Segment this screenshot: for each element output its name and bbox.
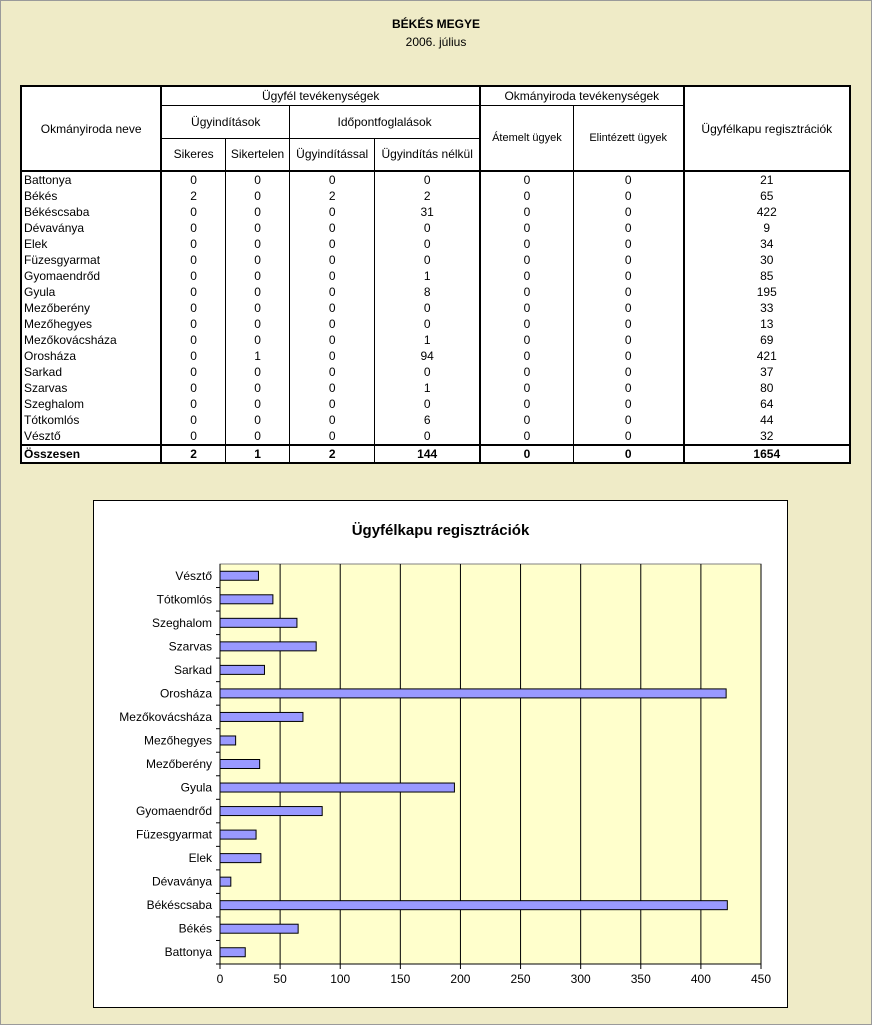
- cell-completed: 0: [573, 348, 683, 364]
- cell-completed: 0: [573, 204, 683, 220]
- cell-transferred: 0: [480, 348, 573, 364]
- header-with-initiation: Ügyindítással: [290, 138, 375, 171]
- table-row: [21, 396, 850, 412]
- x-tick-label: 100: [330, 972, 351, 986]
- table-row: [21, 188, 850, 204]
- cell-completed: 0: [573, 268, 683, 284]
- header-without-initiation: Ügyindítás nélkül: [375, 138, 480, 171]
- cell-unsuccessful: 0: [225, 171, 289, 188]
- table-row: [21, 348, 850, 364]
- cell-completed: 0: [573, 171, 683, 188]
- cell-gateway-registrations: 30: [684, 252, 850, 268]
- cell-unsuccessful: 0: [225, 380, 289, 396]
- cell-gateway-registrations: 9: [684, 220, 850, 236]
- x-tick-label: 450: [750, 972, 772, 986]
- table-row: [21, 316, 850, 332]
- y-tick-label: Szeghalom: [151, 615, 212, 630]
- cell-gateway-registrations: 21: [684, 171, 850, 188]
- cell-with-initiation: 0: [290, 412, 375, 428]
- table-row: [21, 284, 850, 300]
- header-appointments: Időpontfoglalások: [290, 105, 480, 138]
- header-initiations: Ügyindítások: [161, 105, 289, 138]
- cell-office-name: Vésztő: [24, 429, 61, 443]
- cell-with-initiation: 0: [290, 348, 375, 364]
- cell-successful: 2: [161, 188, 225, 204]
- cell-gateway-registrations: 13: [684, 316, 850, 332]
- cell-with-initiation: 0: [290, 252, 375, 268]
- total-successful: 2: [161, 445, 225, 463]
- page-subtitle: 2006. július: [405, 35, 467, 49]
- cell-without-initiation: 31: [375, 204, 480, 220]
- header-transferred: Átemelt ügyek: [480, 105, 573, 171]
- cell-office-name: Mezőhegyes: [24, 317, 93, 331]
- header-office-name: Okmányiroda neve: [21, 86, 161, 171]
- cell-gateway-registrations: 80: [684, 380, 850, 396]
- table-row: [21, 364, 850, 380]
- cell-successful: 0: [161, 364, 225, 380]
- total-office-name: Összesen: [21, 445, 161, 463]
- cell-unsuccessful: 0: [225, 236, 289, 252]
- cell-completed: 0: [573, 236, 683, 252]
- bar: [220, 642, 316, 651]
- cell-transferred: 0: [480, 412, 573, 428]
- bar-chart: [94, 501, 787, 1007]
- cell-without-initiation: 0: [375, 300, 480, 316]
- cell-completed: 0: [573, 284, 683, 300]
- x-tick-label: 150: [390, 972, 411, 986]
- x-tick-label: 350: [630, 972, 651, 986]
- y-tick-label: Gyula: [180, 780, 212, 795]
- cell-office-name: Mezőberény: [24, 301, 91, 315]
- statistics-table: [20, 85, 851, 464]
- cell-successful: 0: [161, 396, 225, 412]
- y-tick-label: Mezőhegyes: [143, 733, 212, 748]
- cell-unsuccessful: 1: [225, 348, 289, 364]
- table-row: [21, 171, 850, 188]
- cell-office-name: Gyomaendrőd: [24, 269, 101, 283]
- cell-unsuccessful: 0: [225, 364, 289, 380]
- cell-gateway-registrations: 69: [684, 332, 850, 348]
- cell-office-name: Sarkad: [24, 365, 63, 379]
- cell-office-name: Orosháza: [24, 349, 77, 363]
- table-row: [21, 204, 850, 220]
- table-row: [21, 332, 850, 348]
- cell-without-initiation: 0: [375, 171, 480, 188]
- cell-gateway-registrations: 422: [684, 204, 850, 220]
- cell-transferred: 0: [480, 332, 573, 348]
- chart-frame: [93, 500, 788, 1008]
- chart-title: Ügyfélkapu regisztrációk: [351, 522, 530, 539]
- total-without-initiation: 144: [375, 445, 480, 463]
- total-transferred: 0: [480, 445, 573, 463]
- cell-office-name: Mezőkovácsháza: [24, 333, 117, 347]
- cell-with-initiation: 0: [290, 204, 375, 220]
- total-gateway-registrations: 1654: [684, 445, 850, 463]
- cell-successful: 0: [161, 348, 225, 364]
- x-tick-label: 200: [450, 972, 471, 986]
- total-with-initiation: 2: [290, 445, 375, 463]
- cell-transferred: 0: [480, 236, 573, 252]
- cell-with-initiation: 0: [290, 284, 375, 300]
- cell-successful: 0: [161, 428, 225, 445]
- table-row: [21, 236, 850, 252]
- y-tick-label: Békés: [178, 921, 212, 936]
- y-tick-label: Tótkomlós: [156, 592, 212, 607]
- total-unsuccessful: 1: [225, 445, 289, 463]
- cell-completed: 0: [573, 380, 683, 396]
- cell-successful: 0: [161, 284, 225, 300]
- header-office-activities: Okmányiroda tevékenységek: [480, 86, 683, 105]
- cell-unsuccessful: 0: [225, 284, 289, 300]
- cell-office-name: Dévaványa: [24, 221, 85, 235]
- y-tick-label: Békéscsaba: [146, 898, 212, 913]
- cell-transferred: 0: [480, 171, 573, 188]
- cell-successful: 0: [161, 220, 225, 236]
- header-successful: Sikeres: [161, 138, 225, 171]
- table-body: [21, 171, 850, 463]
- cell-gateway-registrations: 32: [684, 428, 850, 445]
- table-row: [21, 252, 850, 268]
- y-tick-label: Mezőkovácsháza: [119, 709, 212, 724]
- page-title: BÉKÉS MEGYE: [391, 17, 481, 31]
- cell-gateway-registrations: 195: [684, 284, 850, 300]
- cell-completed: 0: [573, 364, 683, 380]
- cell-with-initiation: 0: [290, 220, 375, 236]
- cell-without-initiation: 6: [375, 412, 480, 428]
- cell-transferred: 0: [480, 220, 573, 236]
- y-tick-label: Vésztő: [175, 568, 212, 583]
- cell-completed: 0: [573, 300, 683, 316]
- cell-successful: 0: [161, 204, 225, 220]
- bar: [220, 830, 256, 839]
- cell-unsuccessful: 0: [225, 396, 289, 412]
- cell-completed: 0: [573, 316, 683, 332]
- cell-without-initiation: 8: [375, 284, 480, 300]
- cell-office-name: Békéscsaba: [24, 205, 90, 219]
- table-row: [21, 268, 850, 284]
- cell-transferred: 0: [480, 300, 573, 316]
- bar: [220, 571, 258, 580]
- y-tick-label: Battonya: [164, 945, 212, 960]
- cell-unsuccessful: 0: [225, 268, 289, 284]
- cell-transferred: 0: [480, 316, 573, 332]
- table-row: [21, 380, 850, 396]
- cell-unsuccessful: 0: [225, 220, 289, 236]
- cell-office-name: Szeghalom: [24, 397, 85, 411]
- cell-without-initiation: 1: [375, 268, 480, 284]
- cell-without-initiation: 94: [375, 348, 480, 364]
- bar: [220, 689, 726, 698]
- cell-transferred: 0: [480, 380, 573, 396]
- cell-successful: 0: [161, 380, 225, 396]
- cell-without-initiation: 0: [375, 236, 480, 252]
- table-row: [21, 428, 850, 445]
- cell-with-initiation: 0: [290, 380, 375, 396]
- cell-completed: 0: [573, 412, 683, 428]
- cell-gateway-registrations: 37: [684, 364, 850, 380]
- cell-gateway-registrations: 421: [684, 348, 850, 364]
- cell-with-initiation: 0: [290, 332, 375, 348]
- cell-without-initiation: 2: [375, 188, 480, 204]
- cell-gateway-registrations: 65: [684, 188, 850, 204]
- bar: [220, 760, 260, 769]
- cell-successful: 0: [161, 268, 225, 284]
- cell-successful: 0: [161, 412, 225, 428]
- y-tick-label: Sarkad: [173, 662, 212, 677]
- cell-transferred: 0: [480, 188, 573, 204]
- cell-successful: 0: [161, 332, 225, 348]
- cell-with-initiation: 0: [290, 171, 375, 188]
- cell-unsuccessful: 0: [225, 332, 289, 348]
- cell-with-initiation: 2: [290, 188, 375, 204]
- cell-transferred: 0: [480, 428, 573, 445]
- cell-office-name: Gyula: [24, 285, 56, 299]
- y-tick-label: Dévaványa: [151, 874, 212, 889]
- cell-transferred: 0: [480, 252, 573, 268]
- cell-successful: 0: [161, 300, 225, 316]
- bar: [220, 783, 454, 792]
- cell-without-initiation: 0: [375, 364, 480, 380]
- cell-unsuccessful: 0: [225, 412, 289, 428]
- cell-transferred: 0: [480, 268, 573, 284]
- cell-transferred: 0: [480, 284, 573, 300]
- cell-without-initiation: 1: [375, 380, 480, 396]
- cell-transferred: 0: [480, 396, 573, 412]
- bar: [220, 665, 264, 674]
- cell-transferred: 0: [480, 364, 573, 380]
- y-tick-label: Elek: [188, 851, 212, 866]
- cell-unsuccessful: 0: [225, 252, 289, 268]
- cell-with-initiation: 0: [290, 396, 375, 412]
- bar: [220, 736, 236, 745]
- cell-transferred: 0: [480, 204, 573, 220]
- cell-office-name: Elek: [24, 237, 48, 251]
- cell-without-initiation: 1: [375, 332, 480, 348]
- cell-successful: 0: [161, 236, 225, 252]
- bar: [220, 948, 245, 957]
- y-tick-label: Orosháza: [159, 686, 212, 701]
- cell-unsuccessful: 0: [225, 300, 289, 316]
- header-client-activities: Ügyfél tevékenységek: [161, 86, 480, 105]
- cell-successful: 0: [161, 252, 225, 268]
- cell-gateway-registrations: 85: [684, 268, 850, 284]
- cell-with-initiation: 0: [290, 428, 375, 445]
- table-total-row: [21, 445, 850, 463]
- cell-without-initiation: 0: [375, 428, 480, 445]
- x-tick-label: 50: [273, 972, 287, 986]
- bar: [220, 618, 297, 627]
- x-tick-label: 400: [690, 972, 711, 986]
- cell-completed: 0: [573, 220, 683, 236]
- x-tick-label: 250: [510, 972, 531, 986]
- cell-without-initiation: 0: [375, 396, 480, 412]
- y-tick-label: Szarvas: [168, 639, 212, 654]
- cell-completed: 0: [573, 188, 683, 204]
- header-unsuccessful: Sikertelen: [225, 138, 289, 171]
- cell-without-initiation: 0: [375, 220, 480, 236]
- cell-office-name: Békés: [24, 189, 58, 203]
- cell-completed: 0: [573, 332, 683, 348]
- bar: [220, 924, 298, 933]
- cell-completed: 0: [573, 396, 683, 412]
- cell-office-name: Battonya: [24, 173, 72, 187]
- cell-with-initiation: 0: [290, 268, 375, 284]
- bar: [220, 901, 727, 910]
- cell-unsuccessful: 0: [225, 204, 289, 220]
- cell-office-name: Füzesgyarmat: [24, 253, 101, 267]
- cell-gateway-registrations: 44: [684, 412, 850, 428]
- cell-unsuccessful: 0: [225, 428, 289, 445]
- cell-without-initiation: 0: [375, 316, 480, 332]
- cell-successful: 0: [161, 316, 225, 332]
- cell-successful: 0: [161, 171, 225, 188]
- table-row: [21, 300, 850, 316]
- total-completed: 0: [573, 445, 683, 463]
- bar: [220, 712, 303, 721]
- cell-office-name: Szarvas: [24, 381, 68, 395]
- cell-completed: 0: [573, 252, 683, 268]
- table-row: [21, 412, 850, 428]
- y-tick-label: Mezőberény: [145, 757, 212, 771]
- cell-office-name: Tótkomlós: [24, 413, 80, 427]
- x-tick-label: 0: [216, 972, 224, 986]
- cell-gateway-registrations: 64: [684, 396, 850, 412]
- bar: [220, 877, 231, 886]
- table-row: [21, 220, 850, 236]
- cell-gateway-registrations: 33: [684, 300, 850, 316]
- cell-with-initiation: 0: [290, 236, 375, 252]
- y-tick-label: Füzesgyarmat: [135, 827, 212, 842]
- header-gateway-registrations: Ügyfélkapu regisztrációk: [684, 86, 850, 171]
- y-tick-label: Gyomaendrőd: [135, 804, 212, 819]
- bar: [220, 807, 322, 816]
- cell-gateway-registrations: 34: [684, 236, 850, 252]
- cell-with-initiation: 0: [290, 316, 375, 332]
- cell-completed: 0: [573, 428, 683, 445]
- bar: [220, 595, 273, 604]
- cell-unsuccessful: 0: [225, 316, 289, 332]
- bar: [220, 854, 261, 863]
- cell-without-initiation: 0: [375, 252, 480, 268]
- cell-unsuccessful: 0: [225, 188, 289, 204]
- cell-with-initiation: 0: [290, 364, 375, 380]
- header-completed: Elintézett ügyek: [573, 105, 683, 171]
- cell-with-initiation: 0: [290, 300, 375, 316]
- x-tick-label: 300: [570, 972, 591, 986]
